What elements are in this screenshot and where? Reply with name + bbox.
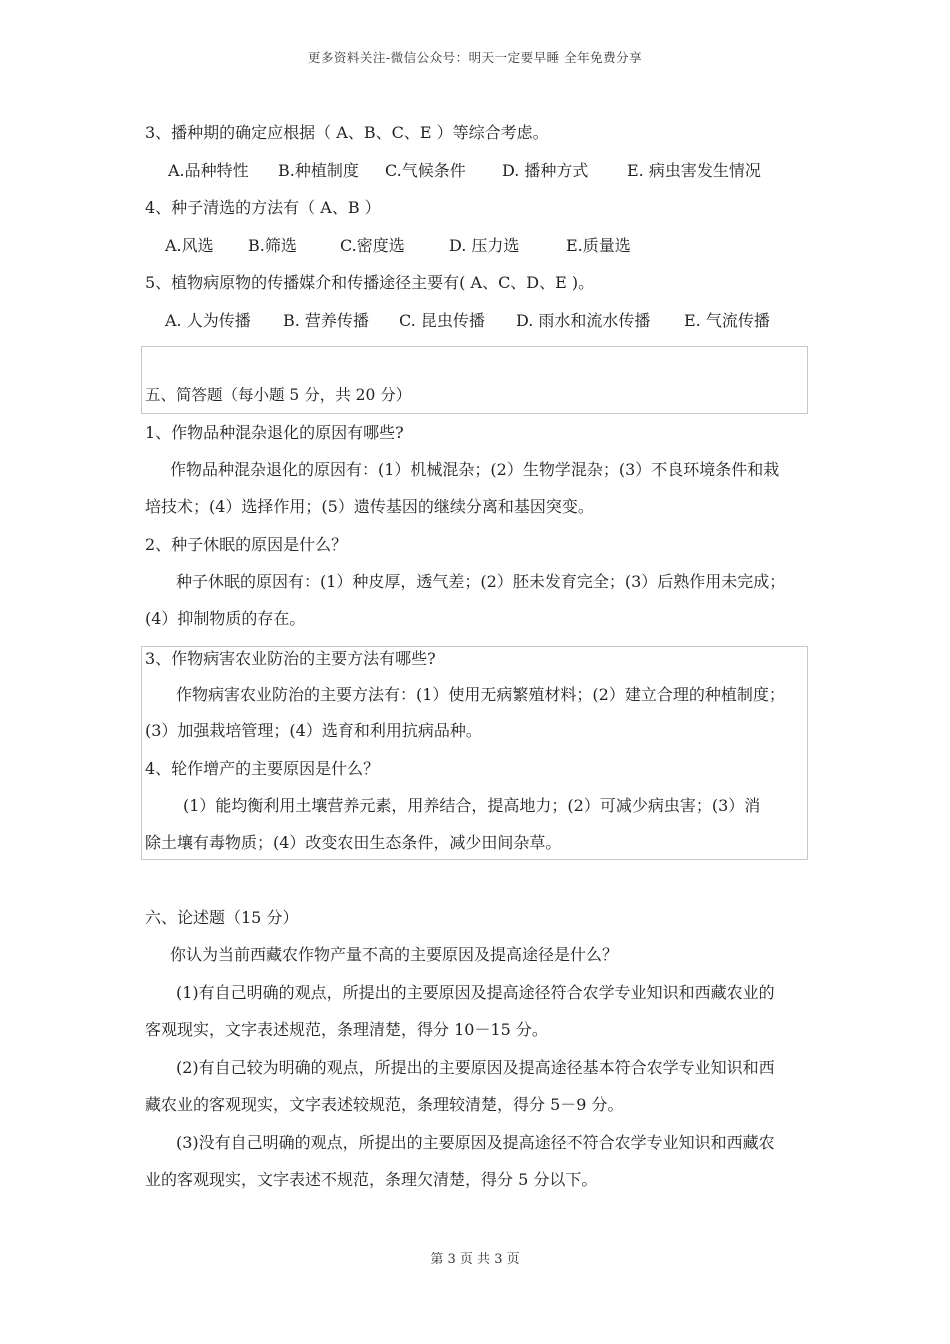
- mc-q5-option-c: C. 昆虫传播: [399, 311, 485, 330]
- mc-q5-stem: 5、植物病原物的传播媒介和传播途径主要有( A、C、D、E )。: [145, 273, 595, 292]
- mc-q3-option-e: E. 病虫害发生情况: [627, 161, 761, 180]
- mc-q3-option-d: D. 播种方式: [502, 161, 589, 180]
- s5-q2-question: 2、种子休眠的原因是什么？: [145, 535, 348, 554]
- s6-criterion-1-line1: (1)有自己明确的观点，所提出的主要原因及提高途径符合农学专业知识和西藏农业的: [176, 983, 775, 1002]
- s5-q1-question: 1、作物品种混杂退化的原因有哪些?: [145, 423, 404, 442]
- mc-q4-option-c: C.密度选: [340, 236, 405, 255]
- s6-criterion-1-line2: 客观现实，文字表述规范，条理清楚，得分 10－15 分。: [145, 1020, 548, 1039]
- page-number: 第 3 页 共 3 页: [430, 1252, 520, 1267]
- s5-q1-answer-line1: 作物品种混杂退化的原因有：(1）机械混杂；(2）生物学混杂；(3）不良环境条件和栽: [170, 460, 780, 479]
- mc-q4-option-b: B.筛选: [248, 236, 297, 255]
- mc-q3-option-b: B.种植制度: [278, 161, 359, 180]
- mc-q4-option-e: E.质量选: [566, 236, 631, 255]
- mc-q3-option-c: C.气候条件: [385, 161, 466, 180]
- s5-q3-question: 3、作物病害农业防治的主要方法有哪些?: [145, 649, 436, 668]
- mc-q5-option-e: E. 气流传播: [684, 311, 770, 330]
- s5-q2-answer-line2: (4）抑制物质的存在。: [145, 609, 306, 628]
- s5-q2-answer-line1: 种子休眠的原因有：(1）种皮厚，透气差；(2）胚未发育完全；(3）后熟作用未完成；: [176, 572, 786, 591]
- s5-q3-answer-line2: (3）加强栽培管理；(4）选育和利用抗病品种。: [145, 721, 482, 740]
- s6-criterion-3-line1: (3)没有自己明确的观点，所提出的主要原因及提高途径不符合农学专业知识和西藏农: [176, 1133, 775, 1152]
- mc-q3-option-a: A.品种特性: [168, 161, 249, 180]
- mc-q3-stem: 3、播种期的确定应根据（ A、B、C、E ）等综合考虑。: [145, 123, 549, 142]
- s5-q4-answer-line2: 除土壤有毒物质；(4）改变农田生态条件，减少田间杂草。: [145, 833, 562, 852]
- s5-q4-answer-line1: (1）能均衡利用土壤营养元素，用养结合，提高地力；(2）可减少病虫害；(3）消: [183, 796, 761, 815]
- section6-question: 你认为当前西藏农作物产量不高的主要原因及提高途径是什么？: [170, 945, 619, 964]
- s5-q4-question: 4、轮作增产的主要原因是什么？: [145, 759, 380, 778]
- section5-title: 五、简答题（每小题 5 分，共 20 分）: [145, 386, 412, 404]
- s5-q1-answer-line2: 培技术；(4）选择作用；(5）遗传基因的继续分离和基因突变。: [145, 497, 594, 516]
- s5-q3-q4-box: [141, 646, 808, 860]
- header-note: 更多资料关注-微信公众号：明天一定要早睡 全年免费分享: [307, 50, 643, 65]
- mc-q4-option-a: A.风选: [165, 236, 214, 255]
- mc-q4-stem: 4、种子清选的方法有（ A、B ）: [145, 198, 381, 217]
- mc-q4-option-d: D. 压力选: [449, 236, 520, 255]
- s6-criterion-2-line1: (2)有自己较为明确的观点，所提出的主要原因及提高途径基本符合农学专业知识和西: [176, 1058, 775, 1077]
- mc-q5-option-d: D. 雨水和流水传播: [516, 311, 651, 330]
- s6-criterion-3-line2: 业的客观现实，文字表述不规范，条理欠清楚，得分 5 分以下。: [145, 1170, 598, 1189]
- mc-q5-option-b: B. 营养传播: [283, 311, 369, 330]
- mc-q5-option-a: A. 人为传播: [165, 311, 251, 330]
- section6-title: 六、论述题（15 分）: [145, 908, 299, 927]
- s5-q3-answer-line1: 作物病害农业防治的主要方法有：(1）使用无病繁殖材料；(2）建立合理的种植制度；: [176, 685, 785, 704]
- s6-criterion-2-line2: 藏农业的客观现实，文字表述较规范，条理较清楚，得分 5－9 分。: [145, 1095, 624, 1114]
